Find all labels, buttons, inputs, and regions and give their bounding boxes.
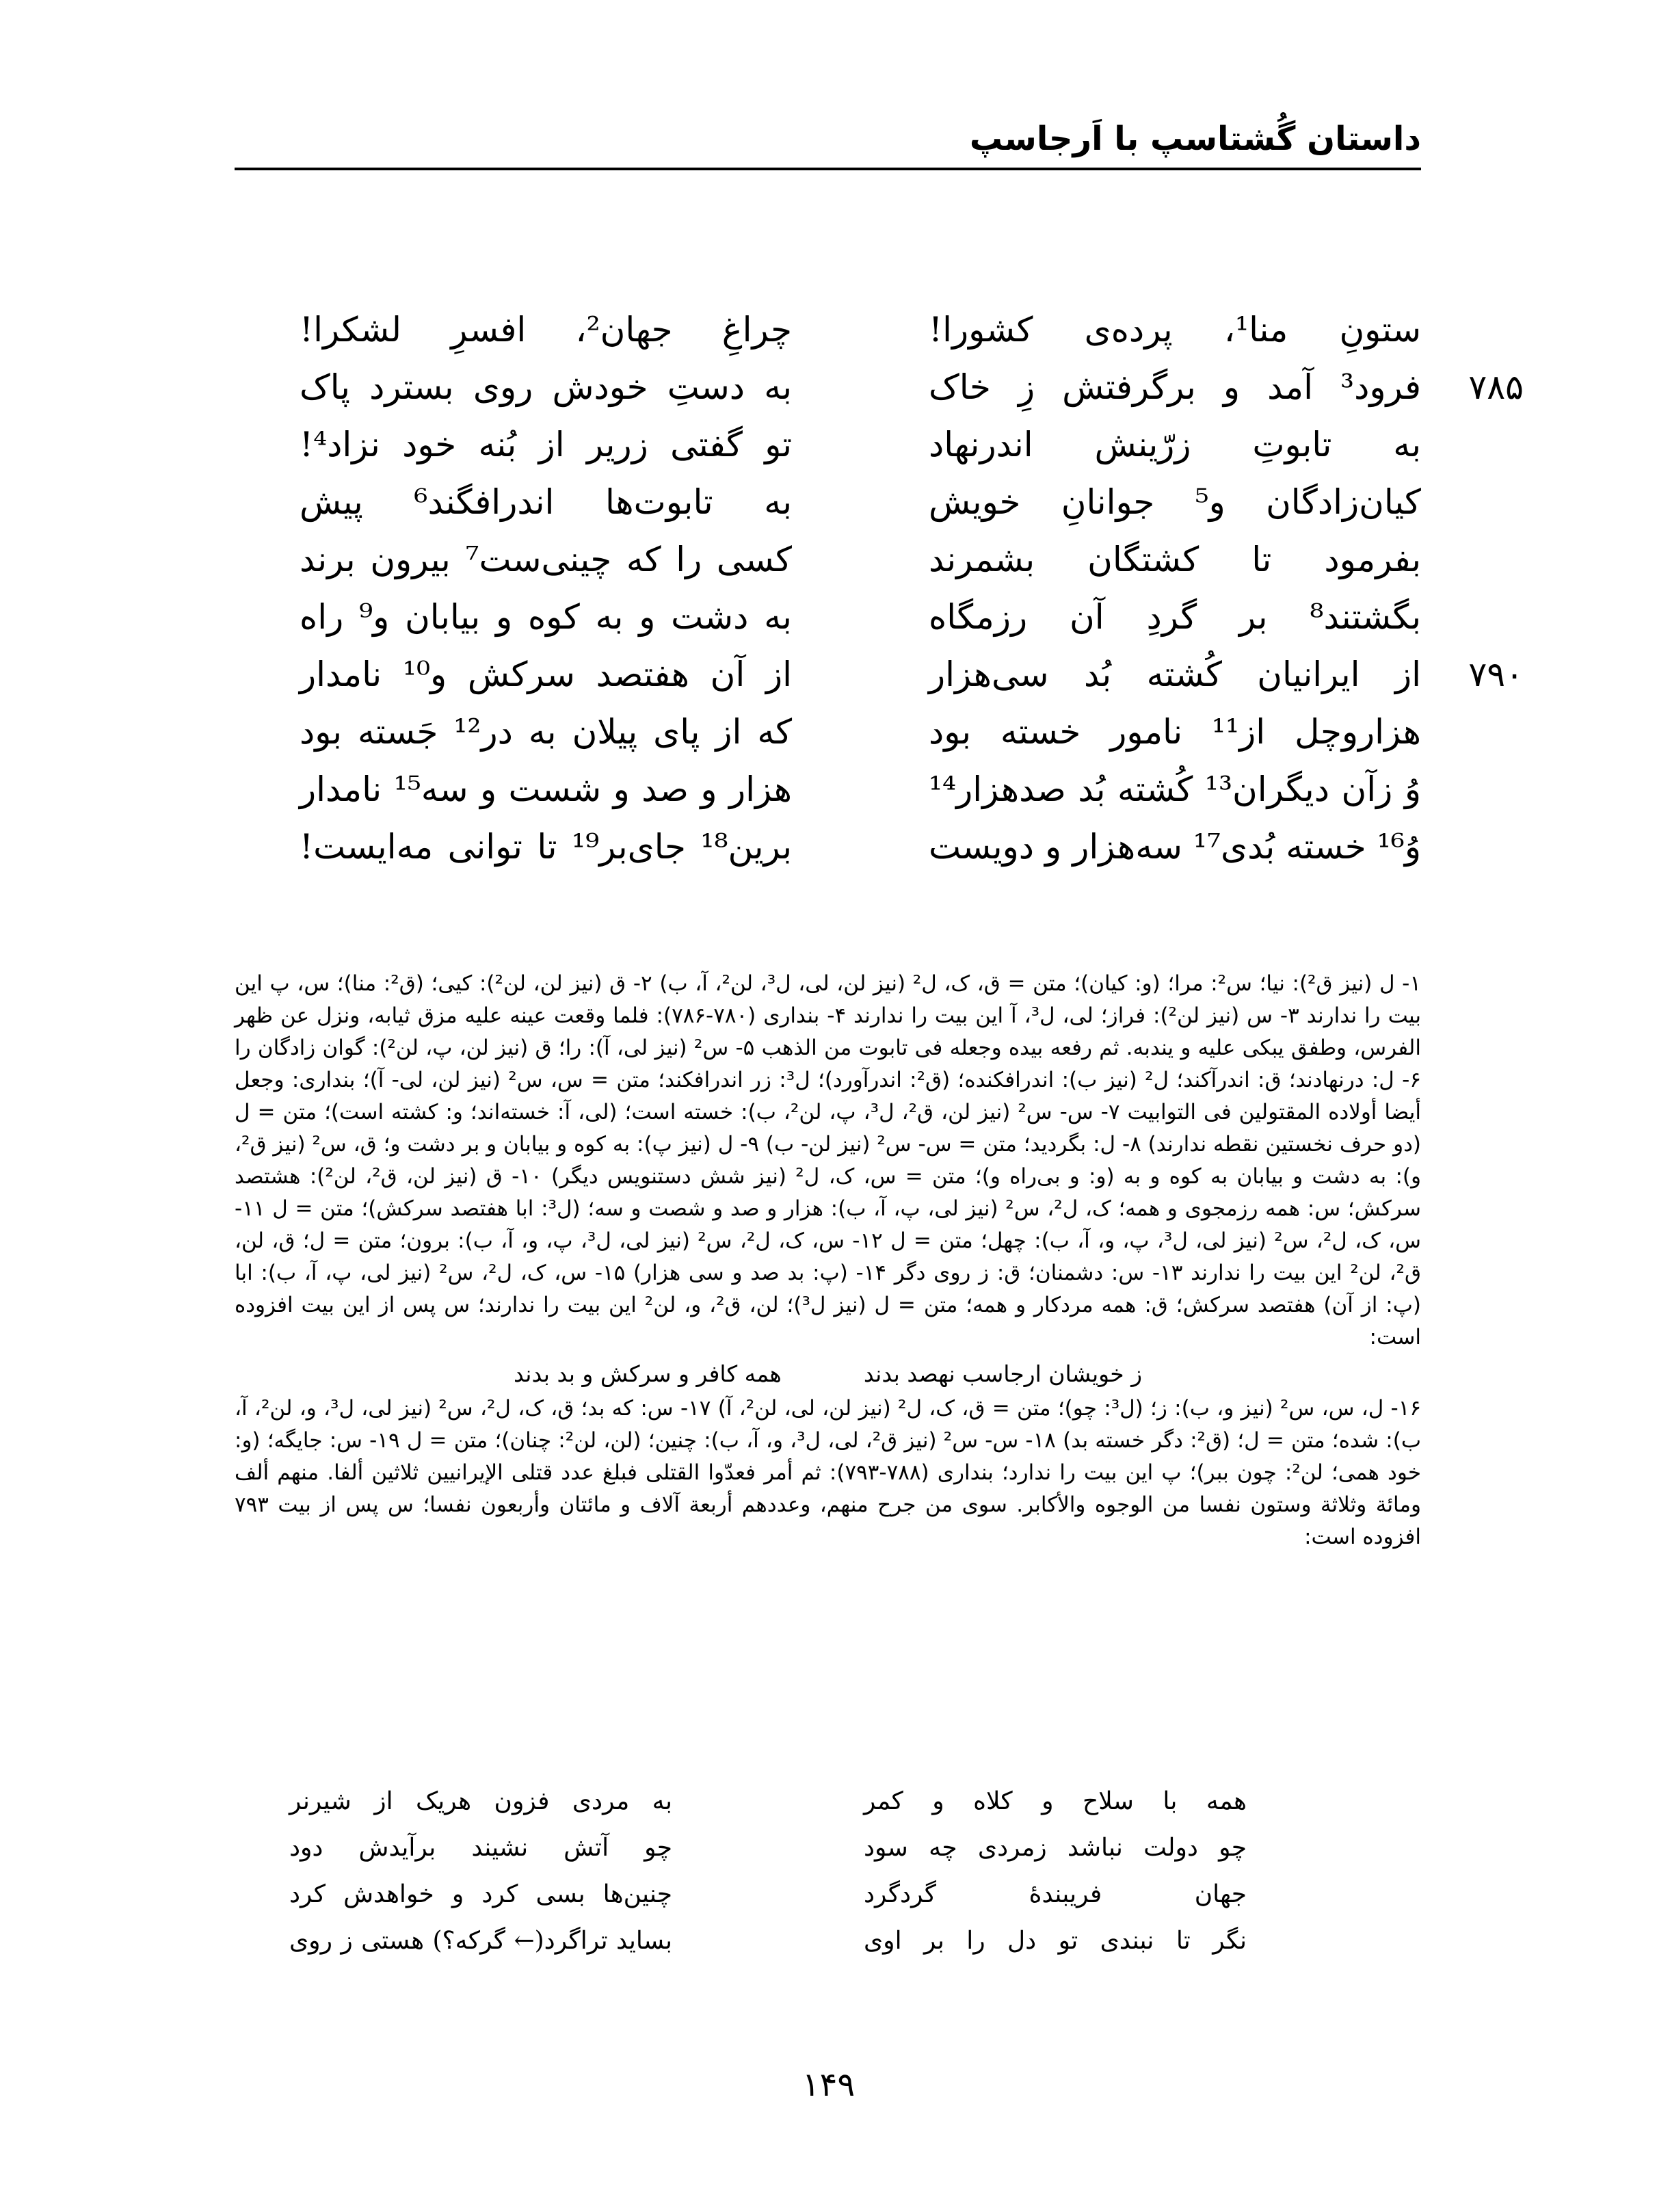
added-verse-row [289, 1778, 1247, 1825]
verse-line: وُ¹⁶ خسته بُدی¹⁷ سه‌هزار و دویست [929, 827, 1421, 867]
verse-column-left [300, 301, 792, 875]
verse-number: ۷۹۰ [1468, 655, 1524, 694]
hemistich: به مردی فزون هریک از شیرنر [289, 1787, 672, 1815]
hemistich: ز خویشان ارجاسب نهصد بدند [863, 1360, 1143, 1387]
added-verse-row [289, 1825, 1247, 1871]
verse-line: تو گفتی زریر از بُنه خود نزاد⁴! [300, 425, 792, 464]
verse-line: به دستِ خودش روی بسترد پاک [300, 367, 792, 407]
verse-line: چراغِ جهان²، افسرِ لشکرا! [300, 310, 792, 350]
hemistich: چو دولت نباشد زمردی چه سود [864, 1834, 1247, 1862]
added-verse-row [289, 1918, 1247, 1964]
hemistich: نگر تا نبندی تو دل را بر اوی [864, 1927, 1247, 1955]
verse-line: که از پای پیلان به در¹² جَسته بود [300, 712, 793, 752]
page-number: ۱۴۹ [801, 2066, 856, 2104]
inline-added-verse [235, 1358, 1421, 1390]
verse-line: به تابوت‌ها اندرافگند⁶ پیش [300, 482, 792, 522]
running-header [235, 120, 1421, 170]
footnotes-paragraph: ۱۶- ل، س، س² (نیز و، ب): ز؛ (ل³: چو)؛ متن = ق، ک، ل² (نیز لن، لی، لن²، آ) ۱۷- س: که بد؛ ق، ک، ل²، س² (نیز لی، ل³، و، لن²، آ، ب): شده؛ متن = ل؛ (ق²: دگر خسته بد) ۱۸- س- س² (نیز ق²، لی، ل³، و، آ، ب): چنین؛ (لن، لن²: چنان)؛ متن = ل ۱۹- س: جایگه؛ (و: خود همی؛ لن²: چون ببر)؛ پ این بیت را ندارد؛ بنداری (۷۸۸-۷۹۳): ثم أمر فعدّوا القتلی فبلغ عدد قتلی الإیرانیین ثلاثین ألفا. منهم ألف ومائة وثلاثة وستون نفسا من الوجوه والأکابر. سوی من جرح منهم، وعددهم أربعة آلاف و مائتان وأربعون نفسا؛ س پس از بیت ۷۹۳ افزوده است: [235, 1396, 1422, 1549]
hemistich: جهان فریبندهٔ گردگرد [864, 1880, 1247, 1908]
verse-line: کیان‌زادگان و⁵ جوانانِ خویش [929, 482, 1421, 522]
added-verses [289, 1778, 1247, 1964]
hemistich: همه با سلاح و کلاه و کمر [864, 1787, 1247, 1815]
hemistich: بساید تراگرد(← گرکه؟) هستی ز روی [289, 1927, 672, 1955]
added-verse-row [289, 1871, 1247, 1918]
hemistich: چو آتش نشیند برآیدش دود [289, 1834, 672, 1862]
verse-line: ۷۹۰ از ایرانیان کُشته بُد سی‌هزار [929, 646, 1421, 703]
verse-line: از آن هفتصد سرکش و¹⁰ نامدار [300, 655, 792, 694]
poem-verses [235, 301, 1524, 875]
verse-line: وُ زآن دیگران¹³ کُشته بُد صدهزار¹⁴ [929, 769, 1421, 809]
verse-line: ستونِ منا¹، پرده‌ی کشورا! [929, 310, 1421, 350]
verse-line: به تابوتِ زرّینش اندرنهاد [929, 425, 1421, 464]
verse-line: برین¹⁸ جای‌بر¹⁹ تا توانی مه‌ایست! [300, 827, 792, 867]
verse-line: به دشت و به کوه و بیابان و⁹ راه [300, 597, 792, 637]
verse-line: کسی را که چینی‌ست⁷ بیرون برند [300, 540, 792, 579]
verse-line: بگشتند⁸ بر گردِ آن رزمگاه [929, 597, 1421, 637]
hemistich: چنین‌ها بسی کرد و خواهدش کرد [289, 1880, 672, 1908]
verse-line: هزاروچل از¹¹ نامور خسته بود [929, 712, 1421, 752]
critical-apparatus-footnotes [235, 968, 1421, 1553]
verse-line: هزار و صد و شست و سه¹⁵ نامدار [300, 769, 792, 809]
verse-line: بفرمود تا کشتگان بشمرند [929, 540, 1421, 579]
verse-number: ۷۸۵ [1468, 367, 1524, 407]
verse-column-right [929, 301, 1524, 875]
verse-line: ۷۸۵ فرود³ آمد و برگرفتش زِ خاک [929, 358, 1421, 416]
book-title: داستان گُشتاسپ با اَرجاسپ [969, 120, 1421, 158]
footnotes-paragraph: ۱- ل (نیز ق²): نیا؛ س²: مرا؛ (و: کیان)؛ متن = ق، ک، ل² (نیز لن، لی، ل³، لن²، آ، ب) ۲- ق (نیز لن، لن²): کیی؛ (ق²: منا)؛ س، پ این بیت را ندارند ۳- س (نیز لن²): فراز؛ لی، ل³، آ این بیت را ندارند ۴- بنداری (۷۸۰-۷۸۶): فلما وقعت عینه علیه مزق ثیابه، ونزل عن ظهر الفرس، وطفق یبکی علیه و یندبه. ثم رفعه بیده وجعله فی تابوت من الذهب ۵- س² (نیز لی، آ): را؛ ق (نیز لن، پ، لن²): گوان زادگان را ۶- ل: درنهادند؛ ق: اندرآکند؛ ل² (نیز ب): اندرافکنده؛ (ق²: اندرآورد)؛ ل³: زر اندرافکند؛ متن = س، س² (نیز لن، لی- آ)؛ بنداری: وجعل أیضا أولاده المقتولین فی التوابیت ۷- س- س² (نیز لن، ق²، ل³، پ، لن²، ب): خسته است؛ (لی، آ: خسته‌اند؛ و: کشته است)؛ متن = ل (دو حرف نخستین نقطه ندارند) ۸- ل: بگردید؛ متن = س- س² (نیز لن- ب) ۹- ل (نیز پ): به کوه و بیابان و بر دشت و؛ ق، س² (نیز ق²، و): به دشت و بیابان به کوه و به (و: و بی‌راه و)؛ متن = س، ک، ل² (نیز شش دستنویس دیگر) ۱۰- ق (نیز لن، ق²، لن²): هشتصد سرکش؛ س: همه رزمجوی و همه؛ ک، ل²، س² (نیز لی، پ، آ، ب): هزار و صد و شصت و سه؛ (ل³: ابا هفتصد سرکش)؛ متن = ل ۱۱- س، ک، ل²، س² (نیز لی، ل³، پ، و، آ، ب): چهل؛ متن = ل ۱۲- س، ک، ل²، س² (نیز لی، ل³، پ، و، آ، ب): برون؛ متن = ل؛ ق، لن، ق²، لن² این بیت را ندارند ۱۳- س: دشمنان؛ ق: ز روی دگر ۱۴- (پ: بد صد و سی هزار) ۱۵- س، ک، ل²، س² (نیز لی، پ، آ، ب): ابا (پ: از آن) هفتصد سرکش؛ ق: همه مردکار و همه؛ متن = ل (نیز ل³)؛ لن، ق²، و، لن² این بیت را ندارند؛ س پس از این بیت افزوده است: [235, 971, 1422, 1349]
hemistich: همه کافر و سرکش و بد بدند [513, 1360, 782, 1387]
